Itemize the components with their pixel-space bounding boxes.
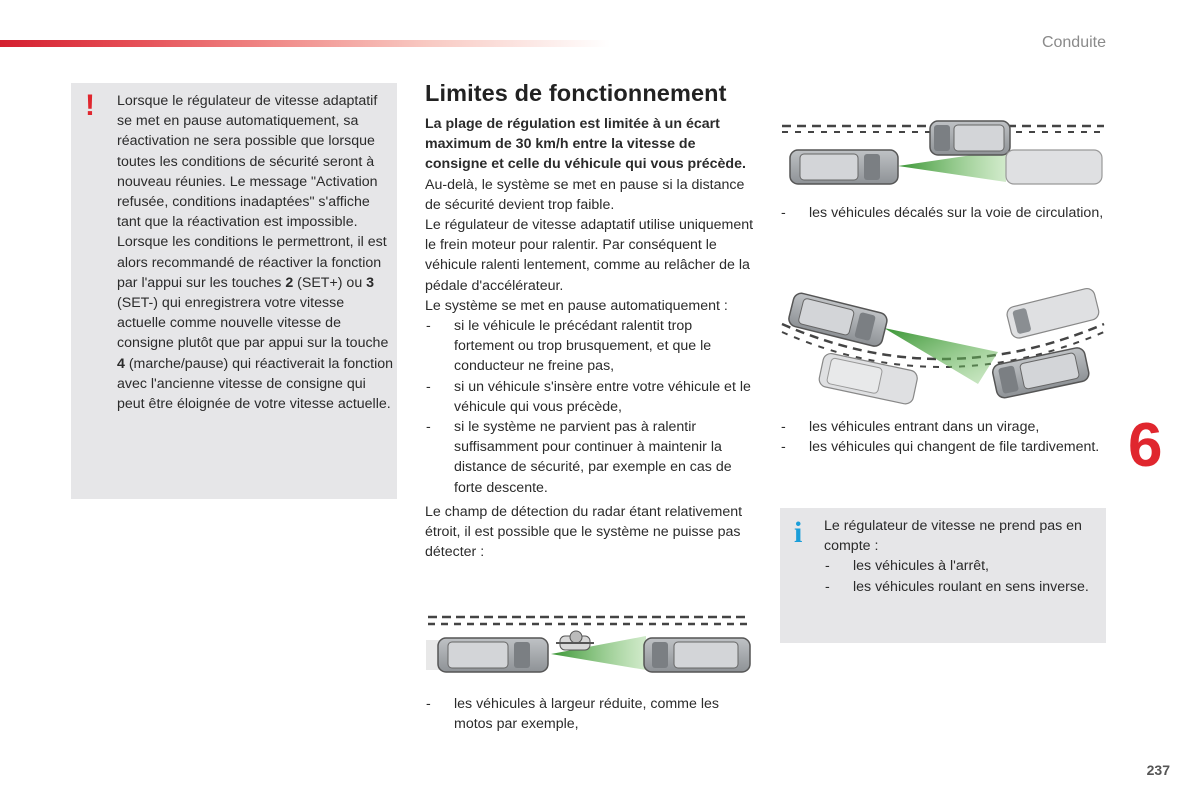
list-item: - si le véhicule le précédant ralentit trop fortement ou trop brusquement, et que le conducteur ne freine pas, <box>425 316 755 377</box>
key-2: 2 <box>285 274 294 291</box>
list-item: - les véhicules à largeur réduite, comme les motos par exemple, <box>425 694 755 734</box>
warning-text-part: (SET-) qui enregistrera votre vitesse actuelle comme nouvelle vitesse de consigne plutôt que par appui sur la touche <box>117 295 389 352</box>
warning-paragraph-2 <box>117 232 393 414</box>
info-text <box>824 516 1094 597</box>
list-item: - les véhicules roulant en sens inverse. <box>824 577 1094 597</box>
moto-detection-illustration <box>426 612 752 684</box>
warning-text-part: (marche/pause) qui réactiverait la fonction avec l'ancienne vitesse de consigne qui peut être éloignée de votre vitesse actuelle. <box>117 355 394 413</box>
motorcycle-icon <box>556 631 594 650</box>
key-3: 3 <box>366 274 375 291</box>
warning-box <box>71 83 397 499</box>
section-title: Conduite <box>1041 34 1106 51</box>
info-intro: Le régulateur de vitesse ne prend pas en compte : <box>824 518 1082 555</box>
paragraph: Le système se met en pause automatiquement : <box>425 297 728 314</box>
section-heading: Limites de fonctionnement <box>425 80 727 106</box>
moto-caption-list <box>425 694 755 734</box>
chapter-number: 6 <box>1128 411 1163 480</box>
info-list <box>824 556 1094 596</box>
warning-text-part: Lorsque les conditions le permettront, il est alors recommandé de réactiver la fonction par l'appui sur les touches <box>117 234 387 291</box>
exclamation-icon: ! <box>85 89 95 122</box>
paragraph: Au-delà, le système se met en pause si la distance de sécurité devient trop faible. <box>425 176 745 213</box>
warning-text-part: (SET+) ou <box>293 274 367 291</box>
offset-caption-list <box>780 203 1106 223</box>
lead-paragraph: La plage de régulation est limitée à un écart maximum de 30 km/h entre la vitesse de consigne et celle du véhicule qui vous précède. <box>425 116 746 173</box>
main-column <box>425 80 755 562</box>
key-4: 4 <box>117 355 125 372</box>
offset-vehicle-illustration <box>780 116 1106 192</box>
page-number: 237 <box>1146 762 1170 778</box>
info-box <box>780 508 1106 643</box>
list-item: - les véhicules à l'arrêt, <box>824 556 1094 576</box>
list-item: - les véhicules entrant dans un virage, <box>780 417 1106 437</box>
list-item: - les véhicules décalés sur la voie de circulation, <box>780 203 1106 223</box>
list-item: - les véhicules qui changent de file tardivement. <box>780 437 1106 457</box>
warning-text <box>117 91 393 414</box>
paragraph: Le champ de détection du radar étant relativement étroit, il est possible que le système ne puisse pas détecter : <box>425 503 743 561</box>
list-item: - si un véhicule s'insère entre votre véhicule et le véhicule qui vous précède, <box>425 377 755 417</box>
info-icon: i <box>794 516 803 549</box>
pause-conditions-list <box>425 316 755 498</box>
paragraph: Le régulateur de vitesse adaptatif utilise uniquement le frein moteur pour ralentir. Par conséquent le véhicule ralenti lentement, comme au relâcher de la pédale d'accélérateur. <box>425 217 754 294</box>
curve-caption-list <box>780 417 1106 457</box>
list-item: - si le système ne parvient pas à ralentir suffisamment pour continuer à maintenir la distance de sécurité, par exemple en cas de forte descente. <box>425 417 755 498</box>
warning-paragraph-1: Lorsque le régulateur de vitesse adaptatif se met en pause automatiquement, sa réactivation ne sera possible que lorsque toutes les conditions de sécurité seront à nouveau réunies. Le message "Activation refusée, conditions inadaptées" s'affiche tant que la réactivation est impossible. <box>117 93 378 231</box>
curve-vehicle-illustration <box>780 284 1106 410</box>
header-accent-bar <box>0 40 610 47</box>
